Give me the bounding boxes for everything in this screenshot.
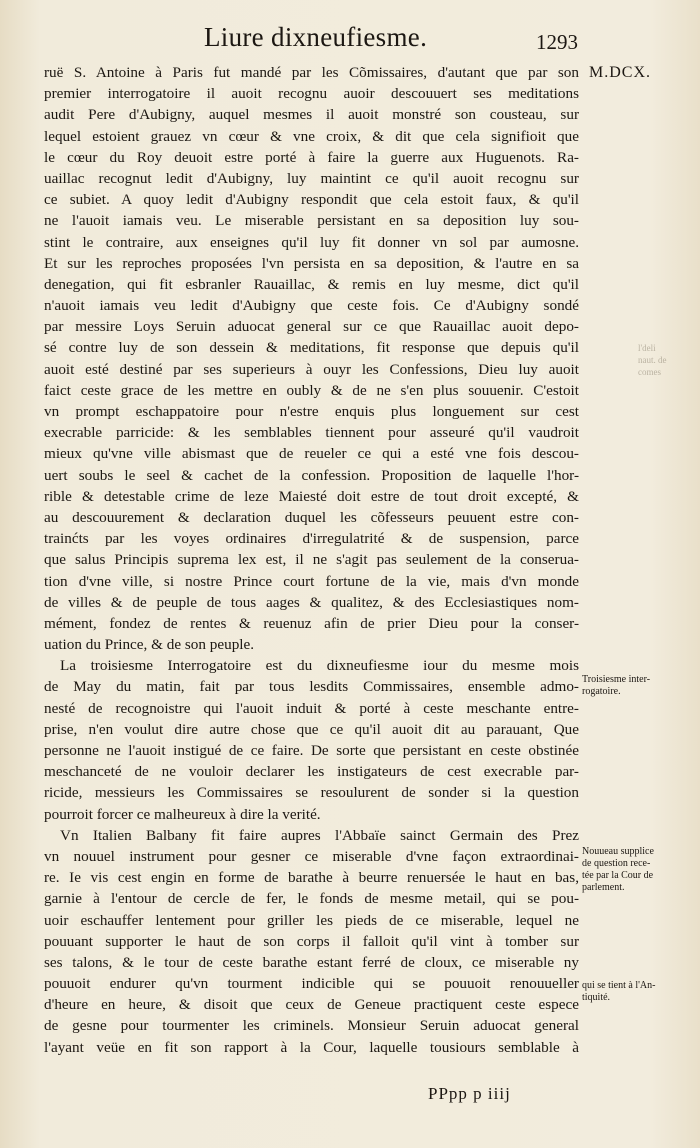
text-line: denegation, qui fit esbranler Rauaillac, & remis en luy mesme, dict qu'il <box>44 275 579 293</box>
text-line: premier interrogatoire il auoit recognu auoir descouuert ses meditations <box>44 85 579 103</box>
text-line: que salus Principis suprema lex est, il ne s'agit pas seulement de la conserua- <box>44 551 579 569</box>
margin-note-line: tée par la Cour de <box>582 870 654 881</box>
text-line: pouuoit endurer qu'vn tourment indicible qui se pouuoit renouueller <box>44 975 579 993</box>
text-line: ce subiet. A quoy ledit d'Aubigny respondit que cela estoit faux, & qu'il <box>44 191 579 209</box>
text-line: tion d'vne ville, si nostre Prince court fortune de la vie, mais d'vn monde <box>44 572 579 590</box>
margin-note-line: tiquité. <box>582 992 611 1003</box>
margin-note-line: de question rece- <box>582 858 651 869</box>
margin-note-antiquity <box>582 980 694 1004</box>
text-line: d'heure en heure, & disoit que ceux de Geneue practiquent ceste espece <box>44 996 579 1014</box>
running-title: Liure dixneufiesme. <box>204 22 428 52</box>
text-line: ricide, messieurs les Commissaires se resoulurent de sonder si la question <box>44 784 579 802</box>
text-line: de villes & de peuple de tous aages & qualitez, & des Ecclesiastiques nom- <box>44 593 579 611</box>
text-line: auoit esté destiné par ses superieurs à ouyr les Confessions, Dieu luy auoit <box>44 360 579 378</box>
body-text <box>44 62 579 1058</box>
text-line: La troisiesme Interrogatoire est du dixneufiesme iour du mesme mois <box>60 657 579 675</box>
text-line: faict ceste grace de les mettre en oubly & de ne s'en plus souuenir. C'estoit <box>44 381 579 399</box>
text-line: uert soubs le seel & cachet de la confession. Proposition de laquelle l'hor- <box>44 466 579 484</box>
text-line: sé contre luy de son dessein & meditations, fit response que depuis qu'il <box>44 339 579 357</box>
text-line: rible & detestable crime de leze Maiesté doit estre de tout droit excepté, & <box>44 487 579 505</box>
text-line: Vn Italien Balbany fit faire aupres l'Abbaïe sainct Germain des Prez <box>60 826 579 844</box>
text-line: Et sur les reproches proposées l'vn persista en sa deposition, & l'autre en sa <box>44 254 579 272</box>
margin-note-line: parlement. <box>582 882 625 893</box>
text-line: l'ayant veüe en fit son rapport à la Cour, laquelle tousiours semblable à <box>44 1038 579 1056</box>
text-line: mieux qu'vne ville abismast que de reueler ce qui a esté vne fois descou- <box>44 445 579 463</box>
text-line: de May du matin, fait par tous lesdits Commissaires, ensemble admo- <box>44 678 579 696</box>
margin-note-line: Nouueau supplice <box>582 846 654 857</box>
text-line: garnie à l'entour de cercle de fer, le fonds de mesme metail, qui se pou- <box>44 890 579 908</box>
text-line: vn nouuel instrument pour gesner ce miserable d'vne façon extraordinai- <box>44 847 579 865</box>
bleed-through-text: l'deli naut. de comes <box>638 343 667 377</box>
text-line: prise, n'en voulut dire autre chose que ce qu'il auoit dit au parauant, Que <box>44 720 579 738</box>
text-line: au descouurement & declaration duquel les cõfesseurs peuuent estre con- <box>44 508 579 526</box>
text-line: pourroit forcer ce malheureux à dire la verité. <box>44 805 321 823</box>
margin-note-third-interrogation <box>582 674 694 698</box>
text-line: uation du Prince, & de son peuple. <box>44 636 255 654</box>
text-line: ne l'auoit iamais veu. Le miserable persistant en sa deposition luy sou- <box>44 212 579 230</box>
text-line: ses talons, & le tour de ceste barathe estant ferré de cloux, ce miserable ny <box>44 953 579 971</box>
text-line: pouuant supporter le haut de son corps il falloit qu'il vint à tomber sur <box>44 932 579 950</box>
page-number: 1293 <box>536 30 578 54</box>
text-line: vn prompt eschappatoire pour n'estre enquis plus longuement sur cest <box>44 403 579 420</box>
text-line: uaillac recognut ledit d'Aubigny, luy maintint ce qu'il auoit recognu sur <box>44 169 579 187</box>
text-line: ruë S. Antoine à Paris fut mandé par les Cõmissaires, d'autant que par son <box>44 64 579 81</box>
signature-mark: PPpp p iiij <box>428 1084 511 1103</box>
text-line: meschanceté de ne vouloir declarer les instigateurs de cest execrable par- <box>44 763 579 781</box>
text-line: mément, fondez de rentes & reuenuz afin de prier Dieu pour la conser- <box>44 614 579 632</box>
text-line: re. Ie vis cest engin en forme de barathe à beurre renuersée le haut en bas, <box>44 869 579 887</box>
text-line: par messire Loys Seruin aduocat general sur ce que Rauaillac auoit depo- <box>44 318 579 336</box>
text-line: execrable parricide: & les semblables tiennent pour asseuré qu'il vaudroit <box>44 424 579 442</box>
text-line: n'auoit iamais veu ledit d'Aubigny que ceste fois. Ce d'Aubigny sondé <box>44 297 579 315</box>
year-margin: M.DCX. <box>589 64 652 81</box>
margin-note-line: rogatoire. <box>582 686 621 697</box>
margin-note-line: Troisiesme inter- <box>582 674 651 685</box>
text-line: stint le contraire, aux enseignes qu'il luy fit donner vn sol par aumosne. <box>44 233 579 251</box>
text-line: audit Pere d'Aubigny, auquel mesmes il auoit monstré son cousteau, sur <box>44 106 579 124</box>
text-line: uoir eschauffer lentement pour griller les pieds de ce miserable, lequel ne <box>44 911 579 929</box>
text-line: de gesne pour tourmenter les criminels. Monsieur Seruin aduocat general <box>44 1017 579 1035</box>
page-header <box>0 20 700 60</box>
margin-note-line: qui se tient à l'An- <box>582 980 656 991</box>
text-line: nesté de recognoistre qui l'auoit induit & porté à ceste meschante entre- <box>44 699 579 717</box>
text-line: trainćts par les voyes ordinaires d'irregulatrité & de suspension, parce <box>44 530 579 548</box>
text-line: lequel estoient grauez vn cœur & vne croix, & dit que cela signifioit que <box>44 127 579 145</box>
text-line: personne ne l'auoit instigué de ce faire. De sorte que persistant en ceste obstinée <box>44 742 579 759</box>
text-line: le cœur du Roy deuoit estre porté à faire la guerre aux Huguenots. Ra- <box>44 148 579 166</box>
margin-note-new-torture <box>582 846 694 894</box>
